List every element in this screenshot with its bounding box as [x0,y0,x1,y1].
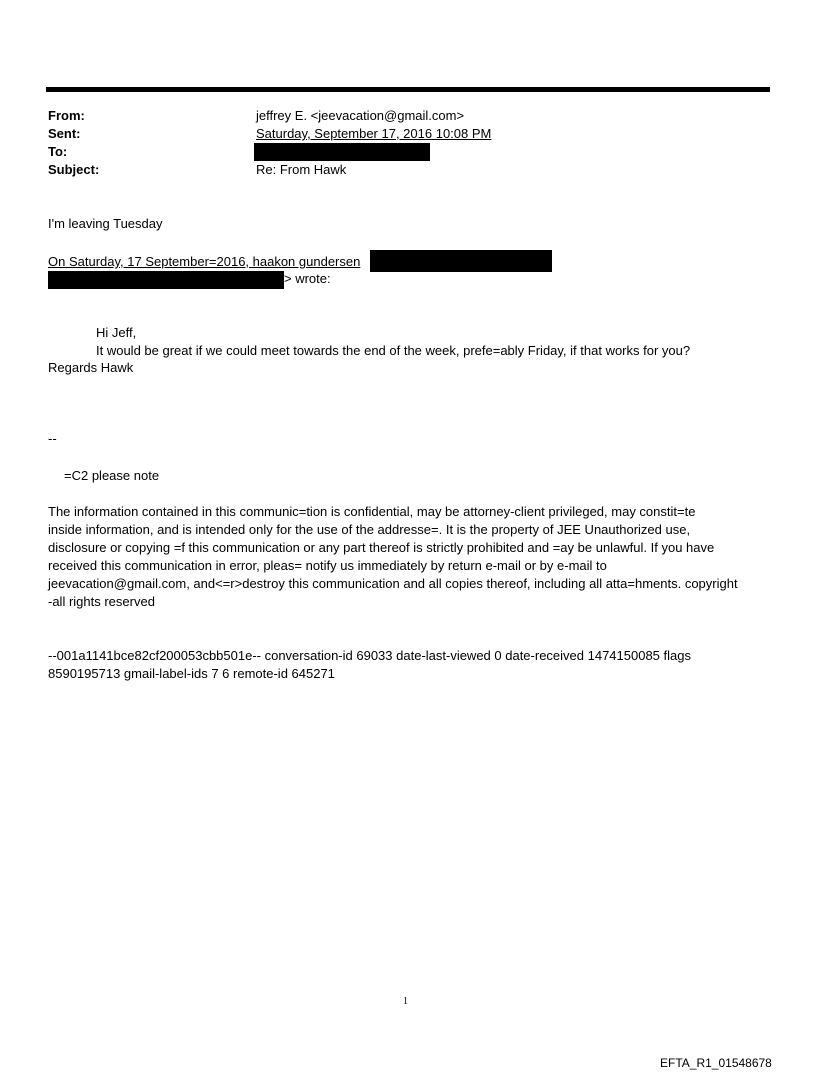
to-label: To: [48,144,68,159]
subject-label: Subject: [48,162,100,177]
sent-value: Saturday, September 17, 2016 10:08 PM [256,126,492,141]
document-id: EFTA_R1_01548678 [660,1056,772,1070]
quote-email-redaction [370,250,552,272]
quote-intro-line1: On Saturday, 17 September=2016, haakon gundersen [48,254,361,269]
disclaimer-line: The information contained in this communic=tion is confidential, may be attorney-client privileged, may constit=te [48,504,696,519]
disclaimer-line: disclosure or copying =f this communication or any part thereof is strictly prohibited and =ay be unlawful. If you have [48,540,715,555]
page-number: 1 [403,996,408,1007]
to-redaction [254,143,430,161]
message-metadata [48,647,778,683]
disclaimer-line: jeevacation@gmail.com, and<=r>destroy this communication and all copies thereof, including all atta=hments. copyright [48,576,738,591]
please-note: =C2 please note [64,468,160,483]
message: It would be great if we could meet towards the end of the week, prefe=ably Friday, if that works for you? [96,343,691,358]
disclaimer [48,503,778,611]
greeting: Hi Jeff, [96,325,137,340]
header-rule [46,87,770,92]
disclaimer-line: inside information, and is intended only for the use of the addresse=. It is the property of JEE Unauthorized use, [48,522,691,537]
metadata-line: --001a1141bce82cf200053cbb501e-- conversation-id 69033 date-last-viewed 0 date-received 1474150085 flags [48,648,691,663]
reply-text: I'm leaving Tuesday [48,216,163,231]
metadata-line: 8590195713 gmail-label-ids 7 6 remote-id 645271 [48,666,335,681]
from-value: jeffrey E. <jeevacation@gmail.com> [256,108,465,123]
subject-value: Re: From Hawk [256,162,347,177]
separator: -- [48,431,57,446]
disclaimer-line: -all rights reserved [48,594,155,609]
sent-label: Sent: [48,126,81,141]
from-label: From: [48,108,85,123]
disclaimer-line: received this communication in error, pleas= notify us immediately by return e-mail or by e-mail to [48,558,607,573]
signoff: Regards Hawk [48,360,134,375]
quote-sender-redaction [48,271,284,289]
quote-intro-line2: > wrote: [284,271,331,286]
